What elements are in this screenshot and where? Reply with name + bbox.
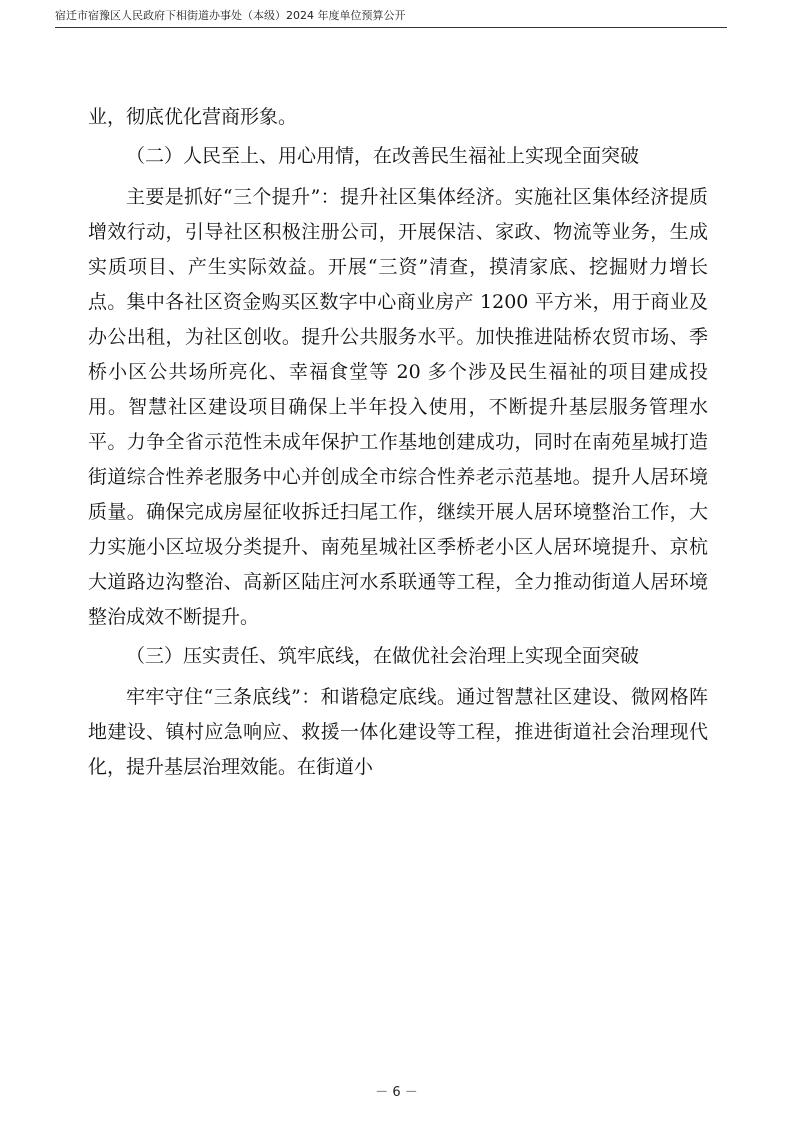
paragraph-three-improvements: 主要是抓好“三个提升”：提升社区集体经济。实施社区集体经济提质增效行动，引导社区积极注册公司，开展保洁、家政、物流等业务，生成实质项目、产生实际效益。开展“三资”清查，摸清家底、挖掘财力增长点。集中各社区资金购买区数字中心商业房产 1200 平方米，用于商业及办公出租，为社区创收。提升公共服务水平。加快推进陆桥农贸市场、季桥小区公共场所亮化、幸福食堂等 20 多个涉及民生福祉的项目建成投用。智慧社区建设项目确保上半年投入使用，不断提升基层服务管理水平。力争全省示范性未成年保护工作基地创建成功，同时在南苑星城打造街道综合性养老服务中心并创成全市综合性养老示范基地。提升人居环境质量。确保完成房屋征收拆迁扫尾工作，继续开展人居环境整治工作，大力实施小区垃圾分类提升、南苑星城社区季桥老小区人居环境提升、京杭大道路边沟整治、高新区陆庄河水系联通等工程，全力推动街道人居环境整治成效不断提升。 xyxy=(88,186,708,628)
paragraph-three-bottom-lines: 牢牢守住“三条底线”：和谐稳定底线。通过智慧社区建设、微网格阵地建设、镇村应急响应、救援一体化建设等工程，推进街道社会治理现代化，提升基层治理效能。在街道小 xyxy=(88,686,708,778)
section-heading-2: （二）人民至上、用心用情，在改善民生福祉上实现全面突破 xyxy=(126,145,640,167)
body-text xyxy=(88,100,708,785)
header-rule xyxy=(55,27,727,28)
paragraph-continuation: 业，彻底优化营商形象。 xyxy=(88,106,298,128)
running-header: 宿迁市宿豫区人民政府下相街道办事处（本级）2024 年度单位预算公开 xyxy=(55,9,406,22)
section-heading-3: （三）压实责任、筑牢底线，在做优社会治理上实现全面突破 xyxy=(126,645,640,667)
page-number: － 6 － xyxy=(375,1085,418,1100)
